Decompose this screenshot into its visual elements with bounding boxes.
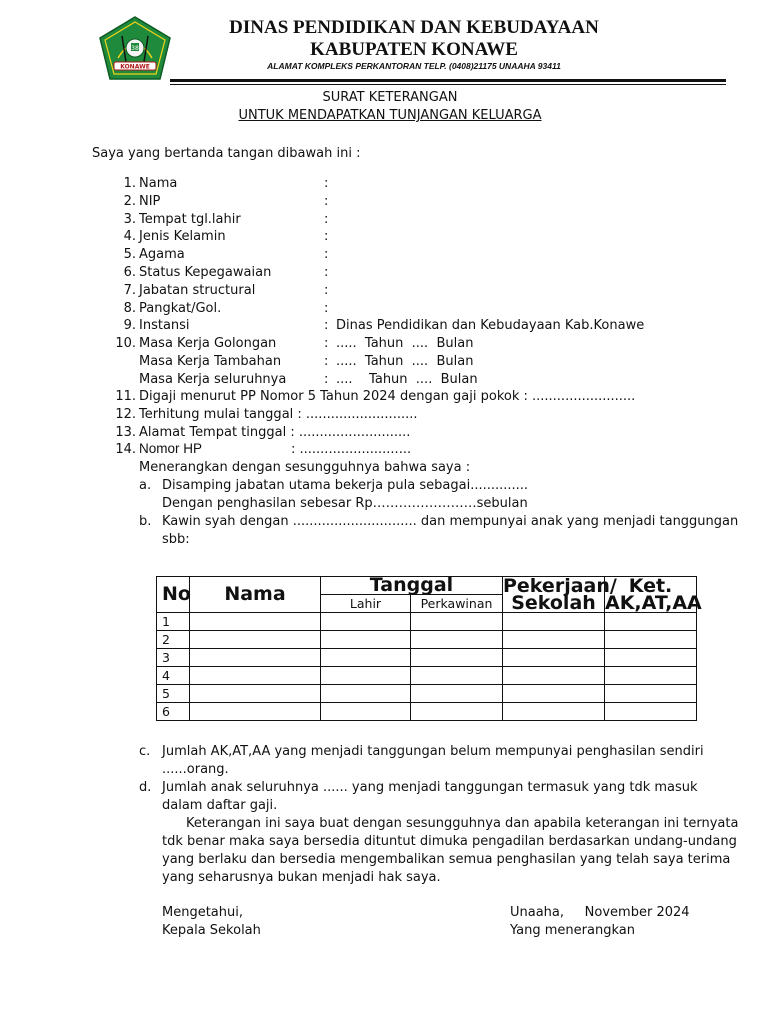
closing-line-1: Keterangan ini saya buat dengan sesungguhnya dan apabila keterangan ini ternyata <box>186 816 739 831</box>
signature-right-line1: Unaaha, November 2024 <box>510 905 690 920</box>
field-number: 5. <box>123 247 136 263</box>
table-cell <box>321 649 411 667</box>
point-b-line1: Kawin syah dengan .............................. dan mempunyai anak yang menjadi tanggungan <box>162 514 739 529</box>
field-label: Tempat tgl.lahir <box>139 211 241 227</box>
field-label: Agama <box>139 247 185 263</box>
agency-name: DINAS PENDIDIKAN DAN KEBUDAYAAN <box>229 17 599 38</box>
field-value: .... Tahun .... Bulan <box>336 371 478 387</box>
regency-name: KABUPATEN KONAWE <box>310 39 518 60</box>
table-cell <box>190 667 321 685</box>
table-cell <box>190 613 321 631</box>
table-cell <box>503 685 605 703</box>
logo-number: 38 <box>131 45 139 52</box>
table-cell <box>503 703 605 721</box>
col-header-nama: Nama <box>190 577 321 613</box>
table-cell <box>321 667 411 685</box>
table-row <box>157 631 697 649</box>
field-label: Instansi <box>139 318 190 334</box>
dependents-table <box>156 574 702 721</box>
table-cell <box>605 613 697 631</box>
field-colon: : <box>324 265 329 280</box>
point-d-line1: Jumlah anak seluruhnya ...... yang menjadi tanggungan termasuk yang tdk masuk <box>162 780 698 795</box>
field-colon: : <box>324 282 329 298</box>
field-label: Masa Kerja Golongan <box>139 336 277 352</box>
field-colon: : <box>324 211 329 227</box>
field-number: 10. <box>115 336 136 352</box>
point-b-line2: sbb: <box>162 532 190 547</box>
table-cell <box>605 703 697 721</box>
table-cell <box>503 667 605 685</box>
col-header-pekerjaan-line1: Pekerjaan/ <box>503 574 617 597</box>
col-header-tanggal: Tanggal <box>321 577 503 595</box>
table-cell <box>190 685 321 703</box>
item-13-text: Alamat Tempat tinggal : ........................... <box>139 425 411 440</box>
col-header-lahir: Lahir <box>321 595 411 613</box>
field-label: Nama <box>139 176 178 191</box>
field-label: Masa Kerja seluruhnya <box>139 371 287 387</box>
document-subtitle: UNTUK MENDAPATKAN TUNJANGAN KELUARGA <box>238 108 542 123</box>
point-a-line2: Dengan penghasilan sebesar Rp……………………sebulan <box>162 496 528 511</box>
field-label: Masa Kerja Tambahan <box>139 354 282 369</box>
signature-left-line2: Kepala Sekolah <box>162 923 261 938</box>
table-cell <box>321 613 411 631</box>
table-cell <box>605 631 697 649</box>
header-rule-thick <box>170 79 726 82</box>
row-number: 5 <box>157 685 190 703</box>
table-row <box>157 667 697 685</box>
field-number: 7. <box>123 282 136 298</box>
field-colon: : <box>324 229 329 245</box>
col-header-no: No <box>157 577 190 613</box>
col-header-perkawinan: Perkawinan <box>411 595 503 613</box>
point-a-letter: a. <box>139 478 152 493</box>
table-cell <box>503 613 605 631</box>
row-number: 4 <box>157 667 190 685</box>
row-number: 6 <box>157 703 190 721</box>
field-number: 3. <box>123 211 136 227</box>
table-cell <box>321 685 411 703</box>
item-11-number: 11. <box>115 389 136 404</box>
col-header-ket-line2: AK,AT,AA <box>605 591 702 614</box>
col-header-pekerjaan-line2: Sekolah <box>511 591 596 614</box>
item-12-text: Terhitung mulai tanggal : ........................... <box>139 407 418 422</box>
table-cell <box>605 685 697 703</box>
field-number: 2. <box>123 193 136 209</box>
table-cell <box>190 631 321 649</box>
field-colon: : <box>324 318 329 334</box>
field-colon: : <box>324 176 329 191</box>
row-number: 1 <box>157 613 190 631</box>
konawe-logo <box>98 16 172 82</box>
field-colon: : <box>324 193 329 209</box>
table-cell <box>190 703 321 721</box>
col-header-ket-line1: Ket. <box>628 574 673 597</box>
item-14-text: : ........................... <box>291 442 412 457</box>
document-title: SURAT KETERANGAN <box>322 90 458 105</box>
field-value: ..... Tahun .... Bulan <box>336 354 474 369</box>
row-number: 3 <box>157 649 190 667</box>
header-rule-thin <box>170 84 726 85</box>
field-number: 1. <box>123 176 136 191</box>
item-11-text: Digaji menurut PP Nomor 5 Tahun 2024 dengan gaji pokok : ......................... <box>139 389 636 404</box>
table-cell <box>605 649 697 667</box>
closing-line-4: yang seharusnya bukan menjadi hak saya. <box>162 870 441 885</box>
field-value: ..... Tahun .... Bulan <box>336 336 474 352</box>
table-cell <box>411 613 503 631</box>
closing-line-3: yang berlaku dan bersedia mengembalikan semua penghasilan yang telah saya terima <box>162 852 731 867</box>
field-colon: : <box>324 300 329 316</box>
field-label: Status Kepegawaian <box>139 265 272 280</box>
point-b-letter: b. <box>139 514 152 529</box>
table-cell <box>605 667 697 685</box>
item-12-number: 12. <box>115 407 136 422</box>
point-d-line2: dalam daftar gaji. <box>162 798 278 813</box>
point-d-letter: d. <box>139 780 152 795</box>
table-cell <box>321 631 411 649</box>
point-c-line1: Jumlah AK,AT,AA yang menjadi tanggungan belum mempunyai penghasilan sendiri <box>162 744 704 759</box>
field-colon: : <box>324 354 329 369</box>
field-colon: : <box>324 336 329 352</box>
col-header-pekerjaan <box>503 574 617 614</box>
table-cell <box>503 649 605 667</box>
table-row <box>157 613 697 631</box>
table-cell <box>411 685 503 703</box>
table-row <box>157 649 697 667</box>
table-cell <box>411 649 503 667</box>
agency-address: ALAMAT KOMPLEKS PERKANTORAN TELP. (0408)21175 UNAAHA 93411 <box>267 61 561 71</box>
table-row <box>157 703 697 721</box>
table-cell <box>411 631 503 649</box>
table-cell <box>321 703 411 721</box>
field-label: NIP <box>139 193 161 209</box>
field-number: 9. <box>123 318 136 334</box>
point-c-letter: c. <box>139 744 151 759</box>
field-label: Pangkat/Gol. <box>139 300 222 316</box>
logo-banner-text: KONAWE <box>120 63 150 71</box>
table-row <box>157 685 697 703</box>
item-14-number: 14. <box>115 442 136 457</box>
point-a-line1: Disamping jabatan utama bekerja pula sebagai.............. <box>162 478 529 493</box>
field-label: Jenis Kelamin <box>139 229 226 245</box>
col-header-ket <box>605 574 702 614</box>
row-number: 2 <box>157 631 190 649</box>
signature-right-line2: Yang menerangkan <box>510 923 635 938</box>
point-c-line2: ......orang. <box>162 762 229 777</box>
table-cell <box>503 631 605 649</box>
field-number: 4. <box>123 229 136 245</box>
item-13-number: 13. <box>115 425 136 440</box>
field-value: Dinas Pendidikan dan Kebudayaan Kab.Konawe <box>336 318 645 334</box>
item-14-label: Nomor HP <box>139 441 203 456</box>
closing-line-2: tdk benar maka saya bersedia dituntut dimuka pengadilan berdasarkan undang-undang <box>162 834 737 849</box>
field-colon: : <box>324 247 329 263</box>
intro-text: Saya yang bertanda tangan dibawah ini : <box>92 146 361 161</box>
table-cell <box>411 703 503 721</box>
signature-left-line1: Mengetahui, <box>162 905 243 920</box>
field-label: Jabatan structural <box>139 282 256 298</box>
table-cell <box>190 649 321 667</box>
field-number: 8. <box>123 300 136 316</box>
field-colon: : <box>324 371 329 387</box>
declaration-text: Menerangkan dengan sesungguhnya bahwa saya : <box>139 460 471 475</box>
table-cell <box>411 667 503 685</box>
field-number: 6. <box>123 265 136 280</box>
